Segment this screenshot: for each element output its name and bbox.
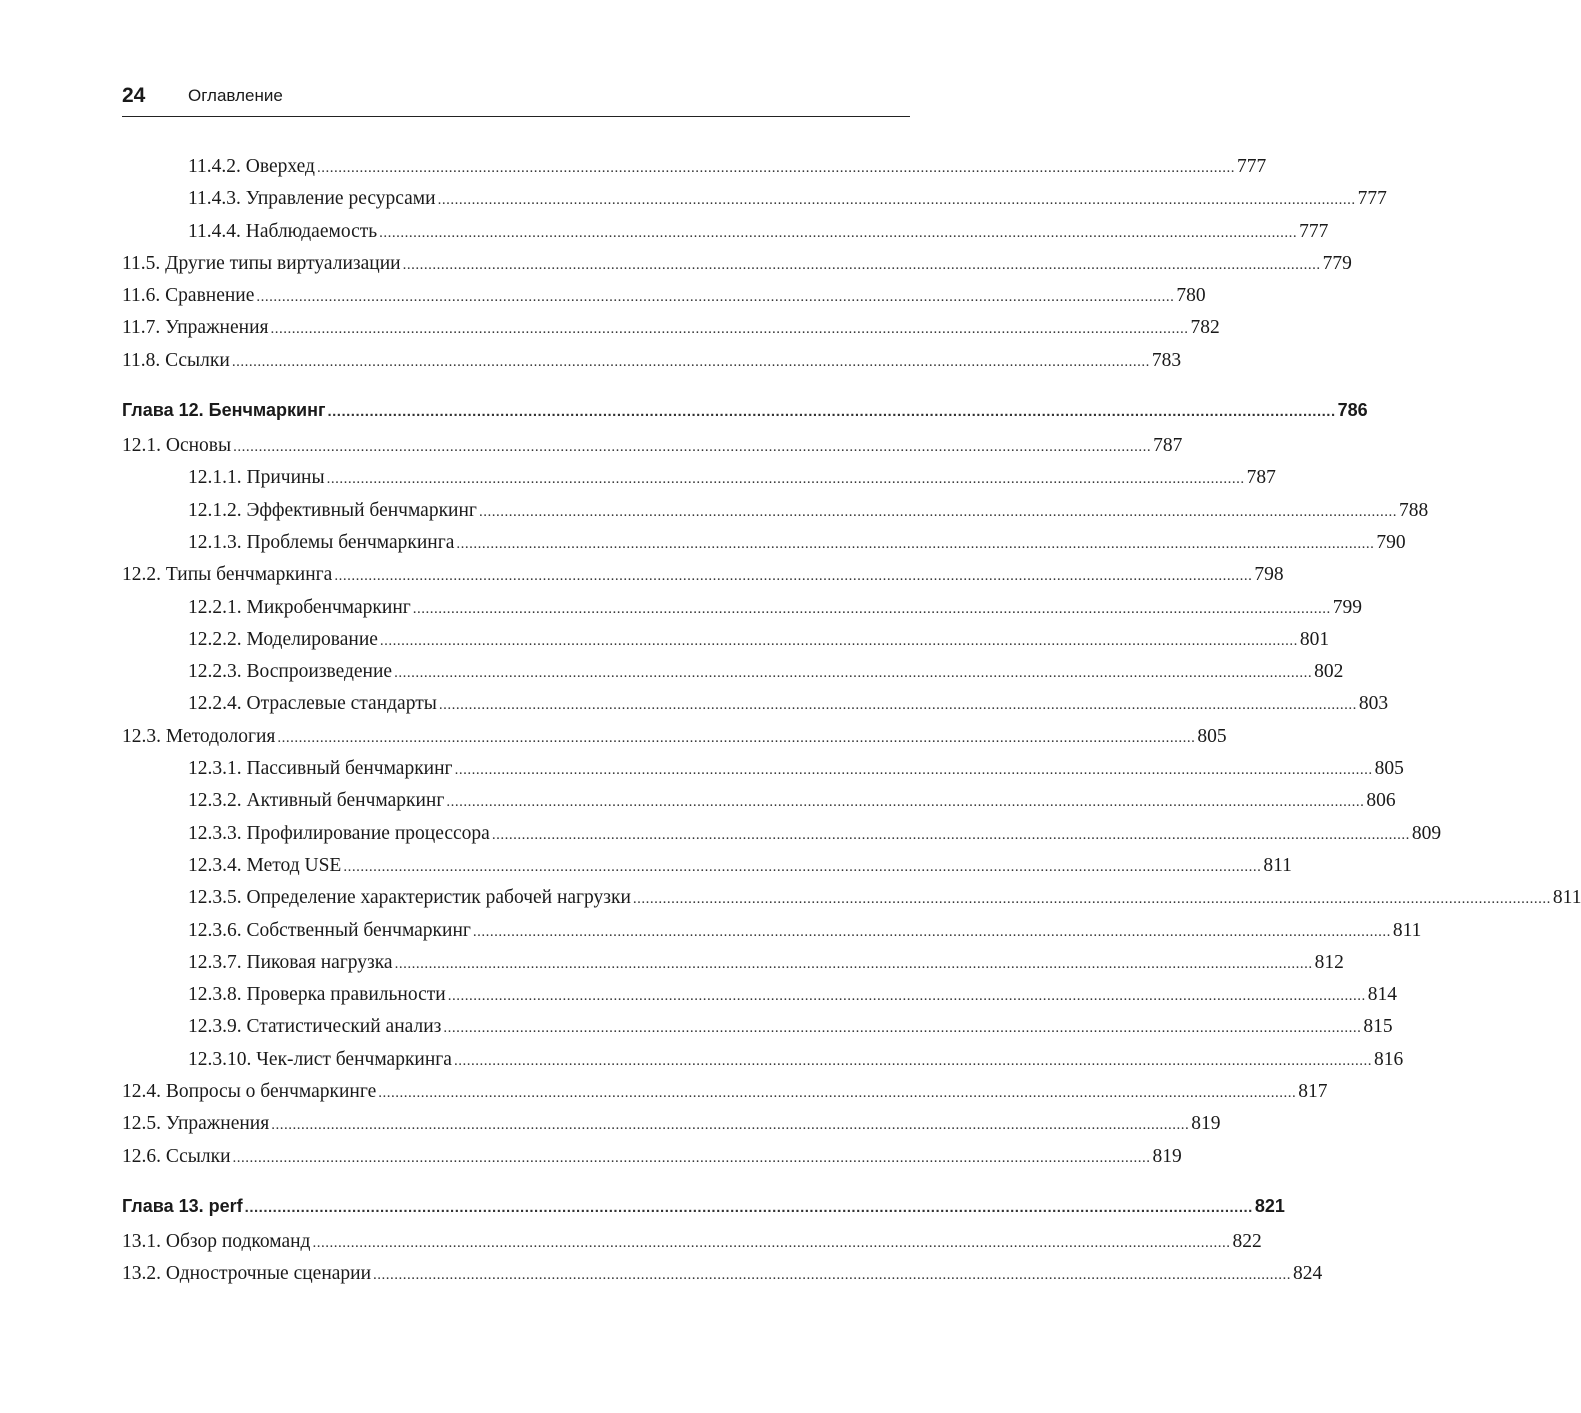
toc-entry-number: 12.1.3. [188,531,242,553]
toc-entry-page: 801 [1299,628,1330,650]
toc-entry-page: 816 [1373,1048,1404,1070]
toc-entry-title [188,984,446,1006]
toc-entry[interactable] [122,693,1389,725]
dot-leader: ........................................................................................................................................................................................................................ [270,321,1189,338]
toc-entry[interactable] [122,1016,1393,1048]
toc-entry[interactable] [122,596,1363,629]
toc-entry-number: 12.3.2. [188,790,242,812]
toc-entry[interactable] [122,919,1422,952]
dot-leader: ........................................................................................................................................................................................................................ [244,1198,1253,1216]
toc-entry[interactable] [122,725,1227,758]
toc-entry-label: Эффективный бенчмаркинг [246,499,477,521]
toc-entry-title [122,1113,269,1135]
toc-entry[interactable] [122,435,1183,467]
dot-leader: ........................................................................................................................................................................................................................ [231,353,1150,370]
toc-entry-label: Упражнения [165,1113,270,1135]
toc-entry[interactable] [122,188,1387,220]
toc-entry-label: Собственный бенчмаркинг [246,919,471,941]
dot-leader: ........................................................................................................................................................................................................................ [379,632,1298,649]
toc-entry-title [188,467,325,489]
dot-leader: ........................................................................................................................................................................................................................ [446,794,1365,811]
toc-entry[interactable] [122,951,1344,984]
dot-leader: ........................................................................................................................................................................................................................ [437,192,1356,209]
running-title: Оглавление [188,86,283,105]
toc-entry-title [188,156,315,178]
toc-entry-title [188,597,411,619]
toc-entry-number: 11.6. [122,285,161,307]
toc-entry-page: 821 [1254,1195,1285,1216]
toc-entry-label: Методология [165,725,276,747]
toc-entry[interactable] [122,531,1406,564]
toc-entry-label: Типы бенчмаркинга [165,564,333,586]
toc-entry-title [188,188,436,210]
toc-entry-title [188,693,437,715]
toc-entry-label: Другие типы виртуализации [165,252,401,274]
toc-entry-page: 814 [1367,984,1397,1006]
toc-entry-page: 783 [1151,349,1182,371]
dot-leader: ........................................................................................................................................................................................................................ [453,1052,1372,1069]
toc-entry-page: 777 [1357,188,1387,210]
toc-entry-page: 819 [1191,1113,1221,1135]
chapter-spacer [122,382,910,400]
toc-entry-number: 12.3.8. [188,984,242,1006]
dot-leader: ........................................................................................................................................................................................................................ [402,256,1321,273]
toc-entry-page: 787 [1153,435,1183,457]
toc-entry-title [122,253,401,275]
toc-entry-page: 803 [1358,693,1389,715]
toc-entry-page: 777 [1299,220,1329,242]
dot-leader: ........................................................................................................................................................................................................................ [312,1234,1231,1251]
toc-entry-title [122,285,254,307]
toc-entry[interactable] [122,1145,1182,1178]
toc-entry-label: Упражнения [165,317,269,339]
toc-entry-page: 812 [1314,951,1344,973]
dot-leader: ........................................................................................................................................................................................................................ [491,826,1410,843]
toc-entry-title [188,855,341,877]
dot-leader: ........................................................................................................................................................................................................................ [373,1267,1292,1284]
table-of-contents [122,156,1581,1296]
toc-entry-page: 811 [1263,854,1292,876]
toc-entry-page: 824 [1293,1263,1323,1285]
toc-entry[interactable] [122,887,1581,919]
toc-entry-number: 12.3.7. [188,951,242,973]
toc-entry-page: 782 [1190,317,1220,339]
dot-leader: ........................................................................................................................................................................................................................ [472,923,1391,940]
toc-entry-label: Определение характеристик рабочей нагрузки [246,887,631,909]
toc-entry[interactable] [122,285,1206,317]
dot-leader: ........................................................................................................................................................................................................................ [379,224,1298,241]
toc-entry[interactable] [122,790,1396,822]
toc-entry-page: 811 [1392,919,1422,941]
toc-entry[interactable] [122,252,1352,285]
toc-entry[interactable] [122,628,1330,661]
dot-leader: ........................................................................................................................................................................................................................ [454,762,1373,779]
toc-entry-page: 786 [1337,400,1368,421]
toc-entry-title [188,920,471,942]
toc-entry-page: 815 [1363,1016,1393,1038]
dot-leader: ........................................................................................................................................................................................................................ [277,729,1196,746]
toc-entry-number: 11.4.2. [188,156,241,177]
dot-leader: ........................................................................................................................................................................................................................ [256,289,1175,306]
toc-entry-title [122,317,269,339]
toc-entry-number: 11.8. [122,349,161,371]
toc-entry[interactable] [122,156,1267,188]
dot-leader: ........................................................................................................................................................................................................................ [327,403,1336,421]
toc-entry[interactable] [122,499,1429,532]
toc-entry-label: Основы [165,435,232,457]
toc-entry[interactable] [122,1048,1404,1081]
toc-entry[interactable] [122,1113,1221,1145]
toc-entry-label: Причины [246,467,325,489]
toc-entry[interactable] [122,661,1344,693]
toc-entry-label: Проблемы бенчмаркинга [246,531,455,553]
toc-entry-label: Метод USE [246,854,342,876]
toc-entry-title [122,350,230,372]
dot-leader: ........................................................................................................................................................................................................................ [378,1085,1297,1102]
dot-leader: ........................................................................................................................................................................................................................ [326,471,1245,488]
toc-entry[interactable] [122,1230,1262,1263]
toc-entry-title [122,1146,231,1168]
toc-entry-title [122,1263,371,1285]
dot-leader: ........................................................................................................................................................................................................................ [478,503,1397,520]
toc-entry-page: 806 [1366,790,1396,812]
toc-entry-number: 12.3.10. [188,1048,252,1070]
toc-entry[interactable] [122,317,1220,349]
toc-entry-label: Ссылки [165,349,230,371]
toc-entry-number: 12.5. [122,1113,161,1135]
toc-entry-page: 779 [1322,252,1352,274]
toc-entry-number: 12.3.4. [188,854,242,876]
toc-entry-title [188,629,378,651]
dot-leader: ........................................................................................................................................................................................................................ [447,988,1366,1005]
toc-entry-number: 12.1.2. [188,499,242,521]
toc-entry-page: 811 [1552,887,1581,909]
dot-leader: ........................................................................................................................................................................................................................ [632,891,1551,908]
toc-entry-number: 11.7. [122,317,161,339]
toc-entry-label: Сравнение [165,285,255,307]
toc-entry-number: 11.4.3. [188,188,241,210]
toc-entry-title [188,952,393,974]
toc-entry-page: 805 [1197,725,1227,747]
toc-entry-number: 13.1. [122,1230,161,1252]
toc-entry-number: 11.5. [122,252,161,274]
toc-entry[interactable] [122,220,1329,253]
toc-entry-label: Микробенчмаркинг [246,596,411,618]
toc-entry-number: 12.2. [122,564,161,586]
toc-entry-label: Наблюдаемость [245,220,378,242]
toc-entry-page: 798 [1254,564,1284,586]
toc-entry-title [188,221,377,243]
toc-entry-label: Обзор подкоманд [165,1230,311,1252]
toc-entry[interactable] [122,854,1292,887]
toc-entry-page: 790 [1376,531,1406,553]
toc-entry-number: 12.4. [122,1081,161,1103]
toc-entry[interactable] [122,349,1182,382]
dot-leader: ........................................................................................................................................................................................................................ [438,697,1357,714]
toc-entry-number: 12.6. [122,1145,161,1167]
page-number: 24 [122,84,146,107]
toc-entry-label: Моделирование [246,628,378,650]
toc-entry-title [188,1016,441,1038]
toc-entry-title [122,726,275,748]
toc-entry-label: Профилирование процессора [246,822,490,844]
dot-leader: ........................................................................................................................................................................................................................ [316,160,1235,176]
toc-entry-label: Пассивный бенчмаркинг [246,758,453,780]
toc-entry-page: 780 [1176,285,1206,307]
toc-entry-number: 12.3. [122,725,161,747]
toc-entry-label: Отраслевые стандарты [246,693,437,715]
toc-entry-label: Однострочные сценарии [165,1263,372,1285]
toc-entry-title [122,1196,243,1217]
toc-entry-label: Управление ресурсами [245,188,436,210]
toc-entry[interactable] [122,758,1404,790]
toc-entry-title [188,500,477,522]
toc-entry-page: 802 [1314,661,1344,683]
toc-entry-number: 11.4.4. [188,220,241,242]
dot-leader: ........................................................................................................................................................................................................................ [334,568,1253,585]
toc-entry-label: Чек-лист бенчмаркинга [256,1048,452,1070]
dot-leader: ........................................................................................................................................................................................................................ [233,439,1152,456]
toc-entry-page: 822 [1232,1230,1262,1252]
toc-entry-number: Глава 13. [122,1195,204,1216]
dot-leader: ........................................................................................................................................................................................................................ [394,665,1313,682]
toc-entry[interactable] [122,822,1442,855]
toc-entry-label: Оверхед [245,156,315,177]
toc-entry[interactable] [122,984,1397,1016]
toc-entry-title [122,435,231,457]
toc-entry[interactable] [122,467,1276,499]
toc-entry[interactable] [122,1081,1328,1113]
toc-entry-title [188,790,444,812]
toc-chapter-entry[interactable] [122,400,1368,435]
toc-entry-number: 12.3.1. [188,758,242,780]
toc-entry-number: 12.3.6. [188,919,242,941]
toc-entry-title [122,1231,310,1253]
toc-entry-page: 777 [1236,156,1267,177]
toc-entry-number: Глава 12. [122,400,204,421]
chapter-spacer [122,1178,910,1196]
dot-leader: ........................................................................................................................................................................................................................ [412,600,1331,617]
toc-entry-title [122,1081,376,1103]
dot-leader: ........................................................................................................................................................................................................................ [456,535,1375,552]
toc-chapter-entry[interactable] [122,1195,1285,1231]
toc-entry-page: 817 [1298,1081,1328,1103]
toc-entry-number: 12.1. [122,435,161,457]
toc-entry-number: 12.3.5. [188,887,242,909]
toc-entry-page: 805 [1374,758,1404,780]
toc-entry-title [188,532,454,554]
toc-entry-number: 12.3.9. [188,1016,242,1038]
toc-entry-label: Пиковая нагрузка [246,951,393,973]
toc-entry-label: Бенчмаркинг [208,400,326,421]
toc-entry-label: Проверка правильности [246,984,446,1006]
dot-leader: ........................................................................................................................................................................................................................ [232,1149,1151,1166]
page-header [122,82,910,117]
toc-entry-title [188,661,392,683]
toc-entry-page: 787 [1246,467,1276,489]
toc-entry-number: 12.1.1. [188,467,242,489]
dot-leader: ........................................................................................................................................................................................................................ [394,955,1313,972]
toc-entry-label: Вопросы о бенчмаркинге [165,1081,377,1103]
toc-entry-title [188,1049,452,1071]
toc-entry-label: Ссылки [165,1145,231,1167]
toc-entry-label: Воспроизведение [246,661,393,683]
toc-entry-label: Статистический анализ [246,1016,442,1038]
toc-entry-number: 13.2. [122,1263,161,1285]
toc-entry-number: 12.2.4. [188,693,242,715]
dot-leader: ........................................................................................................................................................................................................................ [271,1117,1190,1134]
toc-entry-number: 12.2.1. [188,596,242,618]
toc-entry-title [188,758,453,780]
toc-entry[interactable] [122,564,1284,596]
toc-entry-page: 819 [1152,1145,1182,1167]
toc-entry-number: 12.2.3. [188,661,242,683]
toc-entry-label: Активный бенчмаркинг [246,790,445,812]
toc-entry-title [122,400,325,421]
dot-leader: ........................................................................................................................................................................................................................ [343,858,1262,875]
toc-entry-number: 12.2.2. [188,628,242,650]
toc-entry-title [122,564,332,586]
toc-entry-title [188,823,490,845]
toc-entry-page: 799 [1332,596,1363,618]
dot-leader: ........................................................................................................................................................................................................................ [443,1020,1362,1037]
toc-entry-label: perf [208,1195,243,1216]
toc-entry[interactable] [122,1263,1323,1295]
toc-entry-title [188,887,631,909]
toc-entry-page: 788 [1398,499,1429,521]
toc-entry-page: 809 [1411,822,1442,844]
toc-entry-number: 12.3.3. [188,822,242,844]
